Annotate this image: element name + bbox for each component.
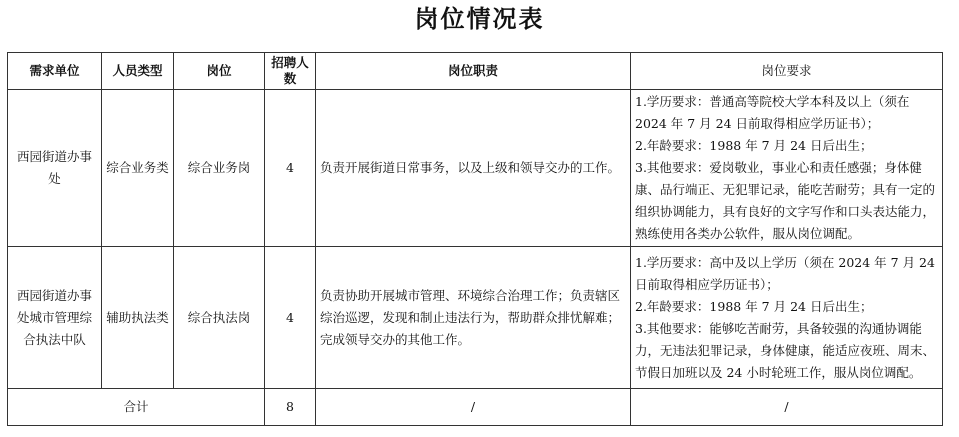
- header-position: 岗位: [174, 53, 265, 90]
- table-row: [8, 247, 943, 389]
- requirement-other: 3.其他要求：能够吃苦耐劳，具备较强的沟通协调能力，无违法犯罪记录，身体健康，能适应夜班、周末、节假日加班以及 24 小时轮班工作，服从岗位调配。: [635, 320, 936, 380]
- header-recruit-count: 招聘人数: [265, 53, 316, 90]
- cell-duties: 负责开展街道日常事务，以及上级和领导交办的工作。: [316, 90, 631, 247]
- total-requirements: /: [631, 389, 943, 426]
- page-title: 岗位情况表: [414, 4, 545, 33]
- cell-requirements: [631, 247, 943, 389]
- cell-staff-type: 综合业务类: [102, 90, 174, 247]
- header-staff-type: 人员类型: [102, 53, 174, 90]
- requirement-education: 1.学历要求：高中及以上学历（须在 2024 年 7 月 24 日前取得相应学历证书）；: [635, 254, 935, 292]
- positions-table: [7, 52, 943, 426]
- requirement-age: 2.年龄要求：1988 年 7 月 24 日后出生；: [635, 138, 873, 153]
- requirement-education: 1.学历要求：普通高等院校大学本科及以上（须在 2024 年 7 月 24 日前取得相应学历证书）；: [635, 94, 910, 131]
- cell-staff-type: 辅助执法类: [102, 247, 174, 389]
- requirement-other: 3.其他要求：爱岗敬业，事业心和责任感强；身体健康、品行端正、无犯罪记录，能吃苦耐劳；具有一定的组织协调能力，具有良好的文字写作和口头表达能力，熟练使用各类办公软件，服从岗位调配。: [635, 160, 936, 241]
- requirement-age: 2.年龄要求：1988 年 7 月 24 日后出生；: [635, 298, 873, 314]
- total-duties: /: [316, 389, 631, 426]
- table-header-row: [8, 53, 943, 90]
- total-count: 8: [265, 389, 316, 426]
- cell-unit: 西园街道办事处城市管理综合执法中队: [8, 247, 102, 389]
- cell-position: 综合业务岗: [174, 90, 265, 247]
- header-duties: 岗位职责: [316, 53, 631, 90]
- table-row: [8, 90, 943, 247]
- cell-position: 综合执法岗: [174, 247, 265, 389]
- cell-count: 4: [265, 90, 316, 247]
- cell-count: 4: [265, 247, 316, 389]
- cell-unit: 西园街道办事处: [8, 90, 102, 247]
- cell-requirements: [631, 90, 943, 247]
- header-requirements: 岗位要求: [631, 53, 943, 90]
- total-label: 合计: [8, 389, 265, 426]
- total-row: [8, 389, 943, 426]
- header-unit: 需求单位: [8, 53, 102, 90]
- cell-duties: 负责协助开展城市管理、环境综合治理工作；负责辖区综治巡逻，发现和制止违法行为，帮助群众排忧解难；完成领导交办的其他工作。: [316, 247, 631, 389]
